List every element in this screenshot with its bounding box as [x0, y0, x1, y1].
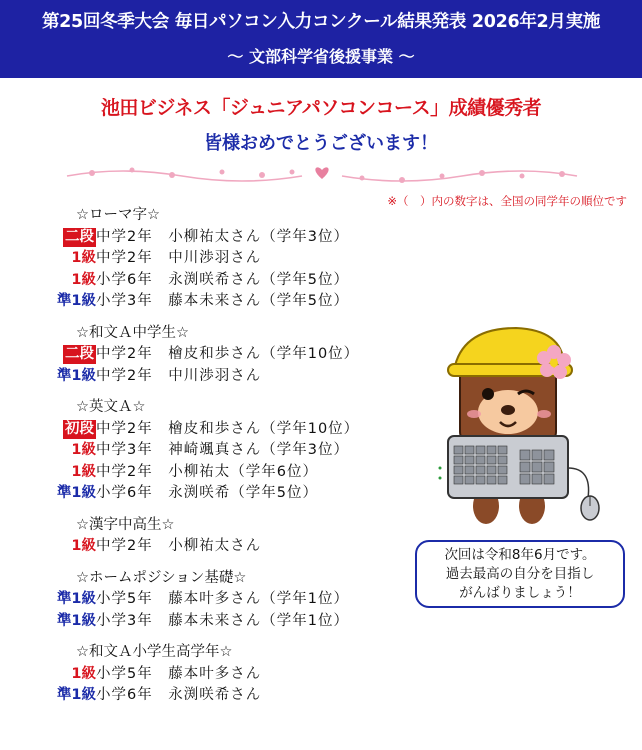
rank-text: （学年5位） — [230, 485, 318, 501]
page-title: 池田ビジネス「ジュニアパソコンコース」成績優秀者 — [100, 97, 542, 119]
rank-text: （学年5位） — [261, 271, 349, 288]
grade-label — [0, 536, 96, 558]
result-row — [0, 589, 430, 611]
result-row — [0, 270, 430, 292]
header-title: 第25回冬季大会 毎日パソコン入力コンクール結果発表 2026年2月実施 — [41, 12, 601, 32]
grade-label — [0, 685, 96, 707]
grade-text: 1級 — [71, 538, 96, 554]
student-entry: 中学3年 神崎颯真さん — [96, 442, 262, 458]
student-entry: 小学6年 永渕咲希さん — [96, 271, 262, 288]
category-title: ☆和文Ａ小学生高学年☆ — [76, 644, 233, 660]
bubble-line-2: 過去最高の自分を目指し — [445, 566, 595, 582]
student-entry: 中学2年 小柳祐太 — [96, 463, 231, 480]
grade-label — [0, 462, 96, 484]
grade-label — [0, 611, 96, 633]
grade-label — [0, 419, 96, 441]
category-title: ☆ローマ字☆ — [76, 207, 160, 223]
rank-text: （学年10位） — [261, 346, 360, 362]
congrats-message: 皆様おめでとうございます！ — [204, 133, 438, 154]
results-list — [0, 205, 430, 707]
rank-text: （学年3位） — [261, 228, 349, 245]
mascot-bear-with-keyboard — [432, 318, 608, 538]
grade-text: 準1級 — [56, 293, 96, 309]
rank-text: （学年1位） — [261, 612, 349, 629]
bubble-line-3: がんばりましょう！ — [459, 585, 581, 601]
rank-text: （学年1位） — [261, 591, 349, 607]
student-entry: 中学2年 檜皮和歩さん — [96, 420, 262, 437]
section-gap — [0, 558, 430, 568]
student-entry: 中学2年 小柳祐太さん — [96, 538, 262, 554]
category-title: ☆和文Ａ中学生☆ — [76, 324, 189, 341]
header-subtitle: ～ 文部科学省後援事業 ～ — [227, 47, 415, 66]
grade-text: 1級 — [71, 665, 96, 682]
grade-badge: 二段 — [65, 346, 94, 362]
grade-badge: 初段 — [65, 420, 94, 437]
result-row — [0, 291, 430, 313]
grade-label — [0, 291, 96, 313]
student-entry: 小学5年 藤本叶多さん — [96, 665, 262, 682]
student-entry: 中学2年 檜皮和歩さん — [96, 346, 262, 362]
section-gap — [0, 313, 430, 323]
rank-text: （学年5位） — [261, 293, 349, 309]
student-entry: 中学2年 小柳祐太さん — [96, 228, 262, 245]
result-row — [0, 366, 430, 388]
grade-label — [0, 440, 96, 462]
category-title: ☆ホームポジション基礎☆ — [76, 569, 247, 586]
grade-label — [0, 344, 96, 366]
rank-text: （学年3位） — [261, 442, 349, 458]
grade-label — [0, 270, 96, 292]
result-row — [0, 440, 430, 462]
student-entry: 小学3年 藤本未来さん — [96, 612, 262, 629]
grade-text: 準1級 — [56, 367, 96, 384]
result-row — [0, 419, 430, 441]
student-entry: 小学6年 永渕咲希さん — [96, 687, 262, 703]
result-row — [0, 462, 430, 484]
grade-text: 1級 — [71, 463, 96, 480]
result-row — [0, 227, 430, 249]
grade-text: 準1級 — [56, 485, 96, 501]
grade-text: 準1級 — [56, 687, 96, 703]
category-title: ☆英文Ａ☆ — [76, 399, 146, 415]
grade-text: 1級 — [71, 250, 96, 266]
heart-vine-divider — [62, 164, 582, 186]
student-entry: 中学2年 中川渉羽さん — [96, 367, 262, 384]
grade-label — [0, 483, 96, 505]
grade-text: 準1級 — [56, 591, 96, 607]
grade-label — [0, 589, 96, 611]
ranking-note: ※（ ）内の数字は、全国の同学年の順位です — [387, 194, 627, 208]
student-entry: 小学3年 藤本未来さん — [96, 293, 262, 309]
grade-text: 準1級 — [56, 612, 96, 629]
section-gap — [0, 505, 430, 515]
mouse-icon — [581, 496, 599, 520]
grade-label — [0, 664, 96, 686]
result-row — [0, 685, 430, 707]
student-entry: 小学6年 永渕咲希 — [96, 485, 231, 501]
result-row — [0, 536, 430, 558]
result-row — [0, 344, 430, 366]
section-gap — [0, 632, 430, 642]
grade-label — [0, 366, 96, 388]
section-gap — [0, 387, 430, 397]
rank-text: （学年6位） — [230, 463, 318, 480]
grade-badge: 二段 — [65, 228, 94, 245]
grade-label — [0, 227, 96, 249]
result-row — [0, 248, 430, 270]
rank-text: （学年10位） — [261, 420, 360, 437]
result-row — [0, 664, 430, 686]
next-event-bubble — [415, 540, 625, 608]
header-banner — [0, 0, 642, 78]
result-row — [0, 483, 430, 505]
grade-text: 1級 — [71, 442, 96, 458]
student-entry: 中学2年 中川渉羽さん — [96, 250, 262, 266]
grade-text: 1級 — [71, 271, 96, 288]
student-entry: 小学5年 藤本叶多さん — [96, 591, 262, 607]
grade-label — [0, 248, 96, 270]
bubble-line-1: 次回は令和8年6月です。 — [444, 547, 596, 563]
result-row — [0, 611, 430, 633]
category-title: ☆漢字中高生☆ — [76, 516, 175, 533]
